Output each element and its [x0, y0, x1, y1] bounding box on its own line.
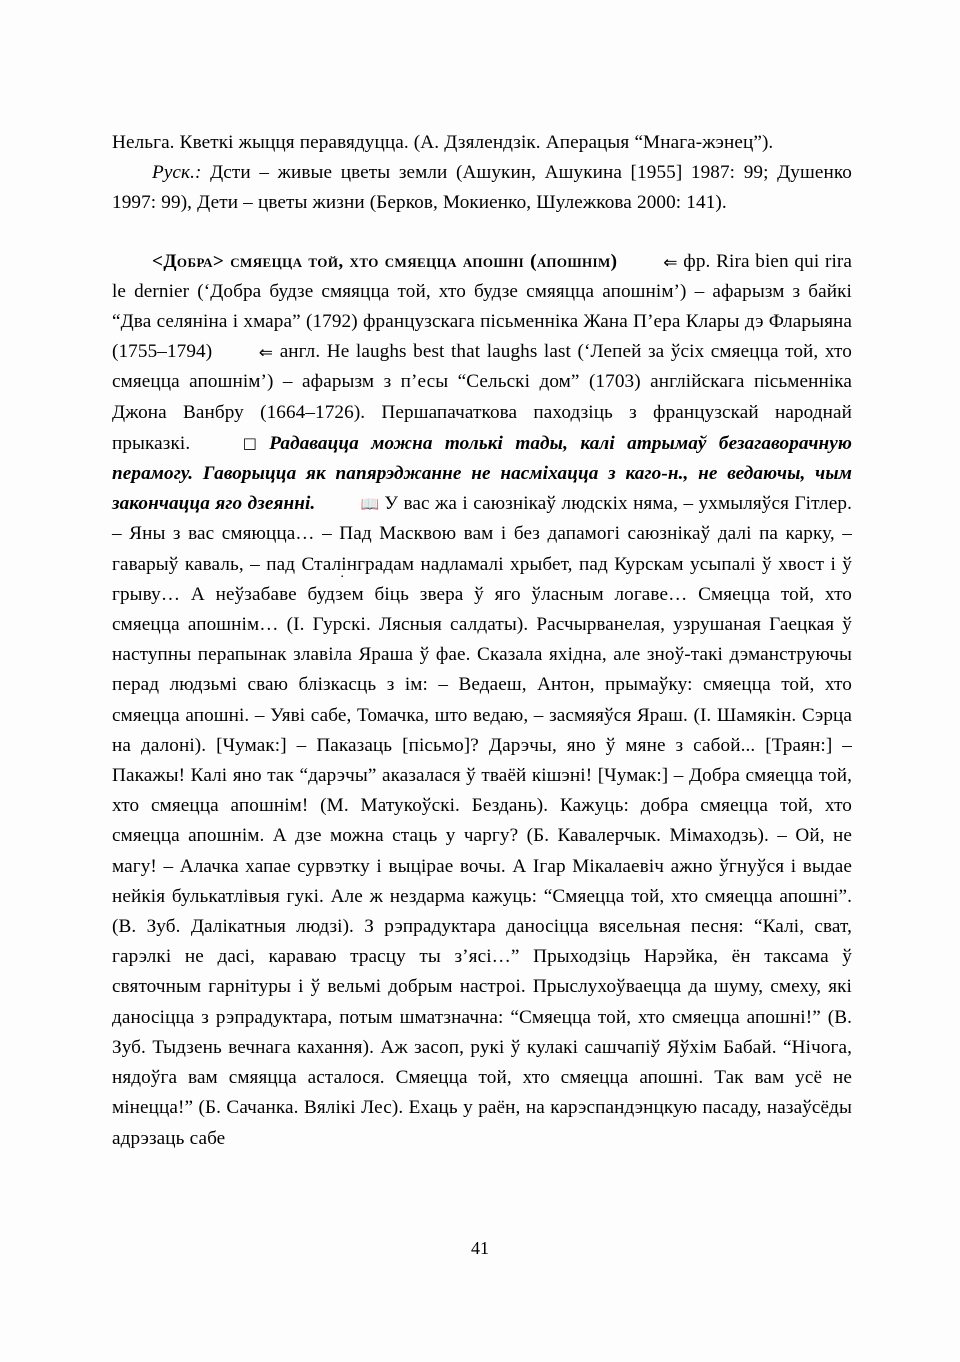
russian-equivalents-text: Дсти – живые цветы земли (Ашукин, Ашукина [1955] 1987: 99; Душенко 1997: 99), Дети – цветы жизни (Берков, Мокиенко, Шулежкова 2000: 141). — [112, 162, 852, 214]
left-double-arrow-icon: ⇐ — [663, 252, 678, 273]
paragraph-previous-entry-continuation — [112, 128, 852, 158]
paragraph-russian-equivalents — [112, 158, 852, 218]
entry-headword: <Добра> смяецца той, хто смяецца апошні (апошнім) — [152, 250, 618, 272]
page-text-body — [112, 128, 852, 1154]
left-double-arrow-icon-2: ⇐ — [258, 343, 274, 364]
language-label-russian: Руск.: — [152, 162, 202, 184]
etymology-english: англ. He laughs best that laughs last (‘Лепей за ўсіх смяецца той, хто смяецца апошнім’) – афарызм з п’есы “Сельскі дом” (1703) англійскага пісьменніка Джона Ванбру (1664–1726). Першапачаткова паходзіць з французскай народнай прыказкі. — [112, 341, 852, 454]
paragraph-dictionary-entry — [112, 247, 852, 1154]
entry-citations-part1: У вас жа і саюзнікаў людскіх няма, – ухмыляўся Гітлер. – Яны з вас смяюцца… – Пад Масквою вам і без дапамогі саюзнікаў далі па карку, – гаварыў каваль, – пад — [112, 493, 852, 575]
white-square-icon: □ — [242, 433, 257, 452]
open-book-icon: 📖 — [360, 495, 379, 514]
entry-citations-part2: Сталінградам надламалі хрыбет, пад Курскам усыпалі ў хвост і ў грыву… А неўзабаве будзем біць звера ў яго ўласным логаве… Смяецца той, хто смяецца апошнім… (І. Гурскі. Лясныя салдаты). Расчырванелая, узрушаная Гаецкая ў наступны перапынак злавіла Яраша ў фае. Сказала яхідна, але зноў-такі дэманструючы перад людзьмі сваю блізкасць з ім: – Ведаеш, Антон, прымаўку: смяецца той, хто смяецца апошні. – Уяві сабе, Томачка, што ведаю, – засмяяўся Яраш. (І. Шамякін. Сэрца на далоні). [Чумак:] – Паказаць [пісьмо]? Дарэчы, яно ў мяне з сабой... [Траян:] – Пакажы! Калі яно так “дарэчы” аказалася ў тваёй кішэні! [Чумак:] – Добра смяецца той, хто смяецца апошнім! (М. Матукоўскі. Бездань). Кажуць: добра смяецца той, хто смяецца апошнім. А дзе можна стаць у чаргу? (Б. Кавалерчык. Мімаходзь). – Ой, не магу! – Алачка хапае сурвэтку і выцірае вочы. А Ігар Мікалаевіч ажно ўгнуўся і выдае нейкія булькатлівыя гукі. Але ж нездарма кажуць: “Смяецца той, хто смяецца апошні”. (В. Зуб. Далікатныя людзі). З рэпрадуктара даносіцца вясельная песня: “Калі, сват, гарэлкі не дасі, караваю трасцу ты з’ясі…” Прыходзіць Нарэйка, ён таксама ў святочным гарнітуры і ў вельмі добрым настроі. Прыслухоўваецца да шуму, смеху, які даносіцца з рэпрадуктара, потым шматзначна: “Смяецца той, хто смяецца апошні!” (В. Зуб. Тыдзень вечнага кахання). Аж засоп, рукі ў кулакі сашчапіў Яўхім Бабай. “Нічога, нядоўга вам смяяцца асталося. Смяецца той, хто смяецца апошні. Так вам усё не мінецца!” (Б. Сачанка. Вялікі Лес). Ехаць у раён, на карэспандэнцкую пасаду, назаўсёды адрэзаць сабе — [112, 553, 852, 1149]
entry-separator-space — [112, 219, 852, 247]
entry-definition: Радавацца можна толькі тады, калі атрымаў безагаворачную перамогу. Гаворыцца як папярэджанне не насміхацца з каго-н., не ведаючы, чым закончацца яго дзеянні. — [112, 432, 852, 515]
etymology-french: фр. Rira bien qui rira le dernier (‘Добра будзе смяяцца той, хто будзе смяяцца апошнім’) – афарызм з байкі “Два селяніна і хмара” (1792) французскага пісьменніка Жана П’ера Клары дэ Фларыяна (1755–1794) — [112, 250, 852, 363]
previous-entry-text: Нельга. Кветкі жыцця перавядуцца. (А. Дзялендзік. Аперацыя “Мнага-жэнец”). — [112, 132, 774, 153]
page-number: 41 — [471, 1238, 489, 1258]
